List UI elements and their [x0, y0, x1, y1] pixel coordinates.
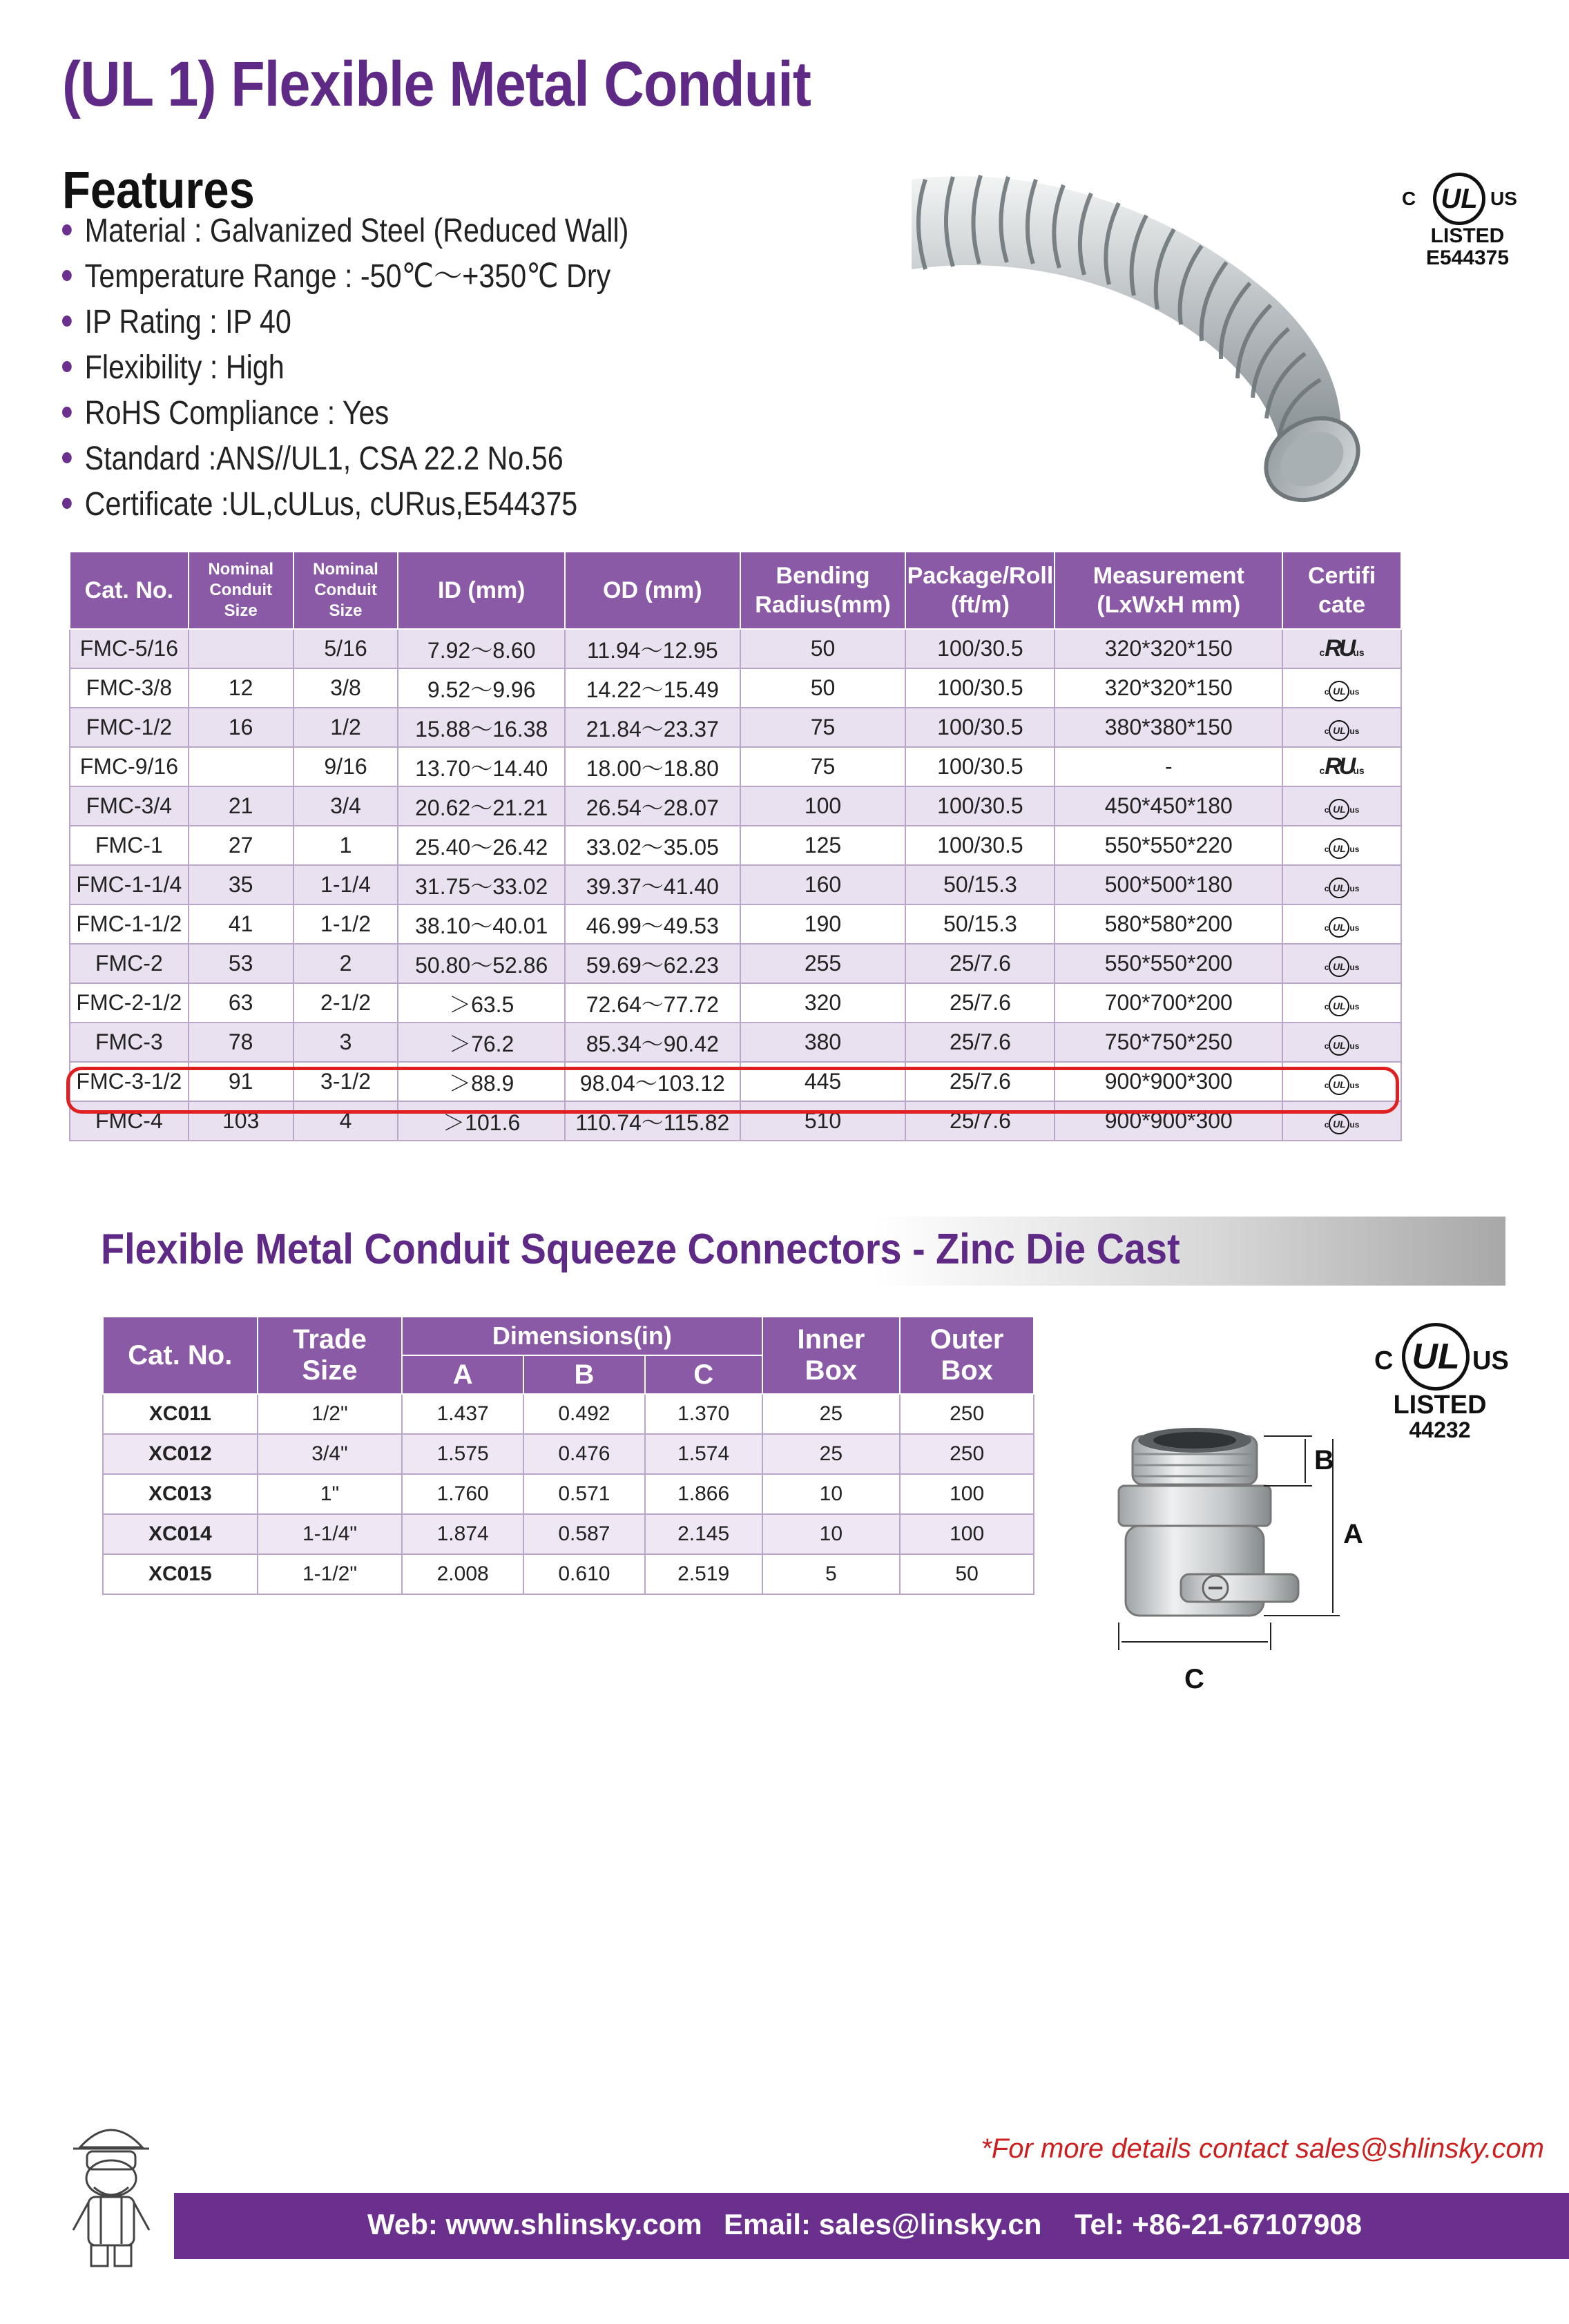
table-row: [70, 747, 1401, 786]
cell-id: ＞63.5: [398, 983, 565, 1023]
cell-dim-c: 1.866: [645, 1474, 762, 1514]
col-od: OD (mm): [565, 552, 740, 629]
cell-cat-no: XC014: [103, 1514, 258, 1554]
connector-spec-table: [102, 1316, 1034, 1595]
cell-dim-c: 1.574: [645, 1434, 762, 1474]
cell-id: 38.10～40.01: [398, 904, 565, 944]
cell-bending: 380: [740, 1023, 906, 1062]
cell-outer-box: 250: [900, 1434, 1034, 1474]
cell-bending: 510: [740, 1101, 906, 1141]
bullet-icon: [62, 224, 72, 235]
cell-measurement: 900*900*300: [1055, 1101, 1282, 1141]
bullet-icon: [62, 361, 72, 372]
cell-id: ＞76.2: [398, 1023, 565, 1062]
connector-table-body: [103, 1394, 1034, 1594]
cell-inner-box: 10: [762, 1514, 901, 1554]
cell-metric-size: 41: [189, 904, 293, 944]
squeeze-connector-image: [1077, 1422, 1367, 1754]
ul-c-text: C: [1374, 1346, 1394, 1375]
flexible-conduit-image: [898, 152, 1381, 525]
cell-cat-no: FMC-1/2: [70, 708, 189, 747]
col-dim-c: C: [645, 1355, 762, 1394]
highlight-outline: [66, 1067, 1399, 1114]
table-row: [70, 1023, 1401, 1062]
cell-bending: 445: [740, 1062, 906, 1101]
cell-metric-size: 12: [189, 668, 293, 708]
cell-trade-size: 1/2: [293, 708, 398, 747]
cell-metric-size: 53: [189, 944, 293, 983]
cell-trade-size: 1-1/2": [258, 1554, 403, 1594]
table-row: [103, 1474, 1034, 1514]
ul-listed-mark-icon: c UL us: [1282, 865, 1401, 904]
cell-inner-box: 25: [762, 1394, 901, 1434]
contact-note: *For more details contact sales@shlinsky.com: [981, 2133, 1544, 2164]
cell-bending: 190: [740, 904, 906, 944]
cell-trade-size: 2-1/2: [293, 983, 398, 1023]
section-title: Flexible Metal Conduit Squeeze Connectors - Zinc Die Cast: [101, 1226, 1180, 1273]
feature-item: Standard :ANS//UL1, CSA 22.2 No.56: [62, 436, 628, 482]
col-outer-box: Outer Box: [900, 1317, 1034, 1394]
cell-dim-b: 0.476: [523, 1434, 645, 1474]
cell-od: 18.00～18.80: [565, 747, 740, 786]
cell-outer-box: 100: [900, 1474, 1034, 1514]
table-row: [103, 1514, 1034, 1554]
fmc-spec-table: [69, 551, 1402, 1141]
features-heading: Features: [62, 161, 255, 220]
cell-package: 25/7.6: [905, 944, 1055, 983]
col-dim-b: B: [523, 1355, 645, 1394]
features-list: [62, 209, 721, 527]
cell-trade-size: 2: [293, 944, 398, 983]
feature-item: Temperature Range : -50℃～+350℃ Dry: [62, 254, 628, 300]
bullet-icon: [62, 498, 72, 509]
col-certificate: Certifi cate: [1282, 552, 1401, 629]
table-row: [70, 629, 1401, 668]
table-row: [70, 826, 1401, 865]
cell-od: 39.37～41.40: [565, 865, 740, 904]
cell-trade-size: 5/16: [293, 629, 398, 668]
cell-id: 15.88～16.38: [398, 708, 565, 747]
cell-dim-a: 1.575: [402, 1434, 523, 1474]
cell-od: 110.74～115.82: [565, 1101, 740, 1141]
cell-trade-size: 1-1/4": [258, 1514, 403, 1554]
cell-bending: 100: [740, 786, 906, 826]
cell-cat-no: FMC-4: [70, 1101, 189, 1141]
ul-us-text: US: [1472, 1346, 1509, 1375]
ul-logo-icon: UL: [1433, 173, 1485, 225]
cell-bending: 320: [740, 983, 906, 1023]
col-id: ID (mm): [398, 552, 565, 629]
cell-id: ＞88.9: [398, 1062, 565, 1101]
cell-metric-size: 91: [189, 1062, 293, 1101]
cell-od: 11.94～12.95: [565, 629, 740, 668]
cell-cat-no: FMC-3/4: [70, 786, 189, 826]
cell-od: 59.69～62.23: [565, 944, 740, 983]
cell-trade-size: 3/8: [293, 668, 398, 708]
table-row: [70, 786, 1401, 826]
fmc-table-body: [70, 629, 1401, 1141]
cell-cat-no: FMC-3/8: [70, 668, 189, 708]
cell-cat-no: XC012: [103, 1434, 258, 1474]
cell-cat-no: FMC-5/16: [70, 629, 189, 668]
table-row: [103, 1394, 1034, 1434]
ul-listed-mark-icon: c UL us: [1282, 786, 1401, 826]
table-row: [103, 1434, 1034, 1474]
cell-id: 7.92～8.60: [398, 629, 565, 668]
cell-cat-no: XC015: [103, 1554, 258, 1594]
cell-package: 100/30.5: [905, 629, 1055, 668]
cell-measurement: 380*380*150: [1055, 708, 1282, 747]
feature-item: Certificate :UL,cULus, cURus,E544375: [62, 482, 628, 527]
cell-dim-b: 0.610: [523, 1554, 645, 1594]
ul-listed-mark-icon: c UL us: [1282, 1062, 1401, 1101]
cell-cat-no: FMC-1-1/4: [70, 865, 189, 904]
col-package: Package/Roll (ft/m): [905, 552, 1055, 629]
table-row: [70, 983, 1401, 1023]
cell-package: 25/7.6: [905, 1023, 1055, 1062]
col-nominal-trade: Nominal Conduit Size: [293, 552, 398, 629]
col-cat-no: Cat. No.: [70, 552, 189, 629]
ul-file-number: E544375: [1425, 246, 1510, 269]
cell-measurement: 900*900*300: [1055, 1062, 1282, 1101]
cell-inner-box: 25: [762, 1434, 901, 1474]
dimension-label-b: B: [1314, 1445, 1334, 1475]
footer-email-link[interactable]: Email: sales@linsky.cn: [724, 2208, 1042, 2240]
cell-id: 31.75～33.02: [398, 865, 565, 904]
cell-metric-size: 21: [189, 786, 293, 826]
cell-bending: 75: [740, 747, 906, 786]
cell-od: 72.64～77.72: [565, 983, 740, 1023]
cell-dim-c: 2.145: [645, 1514, 762, 1554]
cell-measurement: 320*320*150: [1055, 668, 1282, 708]
cell-package: 25/7.6: [905, 1062, 1055, 1101]
cell-measurement: 320*320*150: [1055, 629, 1282, 668]
page-title: (UL 1) Flexible Metal Conduit: [62, 49, 811, 119]
cell-cat-no: FMC-3: [70, 1023, 189, 1062]
table-row: [70, 865, 1401, 904]
table-row: [70, 708, 1401, 747]
col-dimensions: Dimensions(in): [402, 1317, 762, 1355]
cell-measurement: 550*550*220: [1055, 826, 1282, 865]
col-cat-no: Cat. No.: [103, 1317, 258, 1394]
cell-metric-size: [189, 747, 293, 786]
cell-package: 100/30.5: [905, 747, 1055, 786]
footer-bar: [174, 2193, 1569, 2259]
cell-dim-a: 1.874: [402, 1514, 523, 1554]
dimension-label-a: A: [1343, 1519, 1363, 1549]
cell-measurement: 750*750*250: [1055, 1023, 1282, 1062]
section-banner: [101, 1217, 1505, 1286]
col-measurement: Measurement (LxWxH mm): [1055, 552, 1282, 629]
cell-od: 21.84～23.37: [565, 708, 740, 747]
ul-listed-mark-icon: c UL us: [1282, 708, 1401, 747]
col-nominal-metric: Nominal Conduit Size: [189, 552, 293, 629]
cell-bending: 160: [740, 865, 906, 904]
cell-cat-no: FMC-2-1/2: [70, 983, 189, 1023]
cell-od: 26.54～28.07: [565, 786, 740, 826]
cell-id: 25.40～26.42: [398, 826, 565, 865]
ul-listed-mark-icon: c UL us: [1282, 904, 1401, 944]
cell-dim-b: 0.571: [523, 1474, 645, 1514]
cell-package: 25/7.6: [905, 983, 1055, 1023]
cell-outer-box: 50: [900, 1554, 1034, 1594]
cell-od: 46.99～49.53: [565, 904, 740, 944]
ul-listed-mark-icon: c UL us: [1282, 944, 1401, 983]
cell-package: 100/30.5: [905, 826, 1055, 865]
cell-bending: 125: [740, 826, 906, 865]
cell-metric-size: 103: [189, 1101, 293, 1141]
cell-cat-no: FMC-2: [70, 944, 189, 983]
mascot-worker-icon: [59, 2106, 163, 2272]
cell-trade-size: 1": [258, 1474, 403, 1514]
cell-trade-size: 9/16: [293, 747, 398, 786]
cell-trade-size: 1/2": [258, 1394, 403, 1434]
bullet-icon: [62, 270, 72, 281]
ul-listed-text: LISTED: [1430, 224, 1505, 247]
cell-package: 50/15.3: [905, 904, 1055, 944]
cell-bending: 75: [740, 708, 906, 747]
cell-trade-size: 3/4: [293, 786, 398, 826]
cell-outer-box: 250: [900, 1394, 1034, 1434]
cell-od: 98.04～103.12: [565, 1062, 740, 1101]
bullet-icon: [62, 407, 72, 418]
ul-listed-mark-icon: c UL us: [1282, 1023, 1401, 1062]
cell-dim-a: 1.760: [402, 1474, 523, 1514]
feature-item: IP Rating : IP 40: [62, 300, 628, 345]
dimension-label-c: C: [1184, 1664, 1204, 1694]
cell-cat-no: XC013: [103, 1474, 258, 1514]
cell-inner-box: 10: [762, 1474, 901, 1514]
recognized-component-mark-icon: cRUus: [1282, 629, 1401, 668]
ul-c-text: C: [1402, 188, 1416, 209]
feature-item: RoHS Compliance : Yes: [62, 391, 628, 436]
ul-listed-mark-icon: c UL us: [1282, 668, 1401, 708]
col-inner-box: Inner Box: [762, 1317, 901, 1394]
ul-file-number: 44232: [1409, 1417, 1471, 1442]
cell-bending: 50: [740, 668, 906, 708]
cell-measurement: 580*580*200: [1055, 904, 1282, 944]
cell-dim-c: 2.519: [645, 1554, 762, 1594]
cell-outer-box: 100: [900, 1514, 1034, 1554]
cell-measurement: 550*550*200: [1055, 944, 1282, 983]
cell-id: ＞101.6: [398, 1101, 565, 1141]
footer-phone: Tel: +86-21-67107908: [1075, 2208, 1363, 2240]
cell-package: 25/7.6: [905, 1101, 1055, 1141]
cell-measurement: 700*700*200: [1055, 983, 1282, 1023]
cell-cat-no: FMC-9/16: [70, 747, 189, 786]
cell-metric-size: [189, 629, 293, 668]
cell-measurement: 450*450*180: [1055, 786, 1282, 826]
cell-id: 20.62～21.21: [398, 786, 565, 826]
col-bending: Bending Radius(mm): [740, 552, 906, 629]
cell-cat-no: FMC-3-1/2: [70, 1062, 189, 1101]
cell-package: 100/30.5: [905, 786, 1055, 826]
table-row: [70, 904, 1401, 944]
ul-us-text: US: [1490, 188, 1517, 209]
bullet-icon: [62, 452, 72, 463]
cell-id: 9.52～9.96: [398, 668, 565, 708]
cell-trade-size: 3-1/2: [293, 1062, 398, 1101]
cell-trade-size: 3: [293, 1023, 398, 1062]
cell-metric-size: 63: [189, 983, 293, 1023]
table-row: [70, 668, 1401, 708]
cell-od: 33.02～35.05: [565, 826, 740, 865]
cell-dim-b: 0.492: [523, 1394, 645, 1434]
cell-package: 100/30.5: [905, 708, 1055, 747]
cell-dim-a: 2.008: [402, 1554, 523, 1594]
cell-cat-no: XC011: [103, 1394, 258, 1434]
cell-id: 13.70～14.40: [398, 747, 565, 786]
cell-od: 85.34～90.42: [565, 1023, 740, 1062]
cell-trade-size: 1-1/2: [293, 904, 398, 944]
cell-trade-size: 3/4": [258, 1434, 403, 1474]
cell-bending: 50: [740, 629, 906, 668]
table-row: [70, 944, 1401, 983]
ul-listed-badge: [1402, 173, 1533, 269]
feature-item: Material : Galvanized Steel (Reduced Wall): [62, 209, 628, 254]
recognized-component-mark-icon: cRUus: [1282, 747, 1401, 786]
cell-cat-no: FMC-1-1/2: [70, 904, 189, 944]
footer-web-link[interactable]: Web: www.shlinsky.com: [367, 2208, 702, 2240]
cell-package: 100/30.5: [905, 668, 1055, 708]
cell-cat-no: FMC-1: [70, 826, 189, 865]
ul-listed-mark-icon: c UL us: [1282, 826, 1401, 865]
col-dim-a: A: [402, 1355, 523, 1394]
bullet-icon: [62, 316, 72, 327]
cell-metric-size: 78: [189, 1023, 293, 1062]
ul-listed-badge: [1374, 1323, 1509, 1442]
cell-trade-size: 4: [293, 1101, 398, 1141]
cell-trade-size: 1-1/4: [293, 865, 398, 904]
cell-trade-size: 1: [293, 826, 398, 865]
cell-od: 14.22～15.49: [565, 668, 740, 708]
feature-item: Flexibility : High: [62, 345, 628, 391]
col-trade-size: Trade Size: [258, 1317, 403, 1394]
cell-metric-size: 35: [189, 865, 293, 904]
cell-measurement: -: [1055, 747, 1282, 786]
cell-inner-box: 5: [762, 1554, 901, 1594]
ul-listed-mark-icon: c UL us: [1282, 1101, 1401, 1141]
cell-metric-size: 27: [189, 826, 293, 865]
ul-listed-mark-icon: c UL us: [1282, 983, 1401, 1023]
cell-dim-b: 0.587: [523, 1514, 645, 1554]
ul-listed-text: LISTED: [1393, 1391, 1487, 1420]
ul-logo-icon: UL: [1402, 1323, 1470, 1391]
cell-package: 50/15.3: [905, 865, 1055, 904]
cell-id: 50.80～52.86: [398, 944, 565, 983]
cell-bending: 255: [740, 944, 906, 983]
table-row: [103, 1554, 1034, 1594]
cell-dim-a: 1.437: [402, 1394, 523, 1434]
cell-dim-c: 1.370: [645, 1394, 762, 1434]
cell-measurement: 500*500*180: [1055, 865, 1282, 904]
cell-metric-size: 16: [189, 708, 293, 747]
